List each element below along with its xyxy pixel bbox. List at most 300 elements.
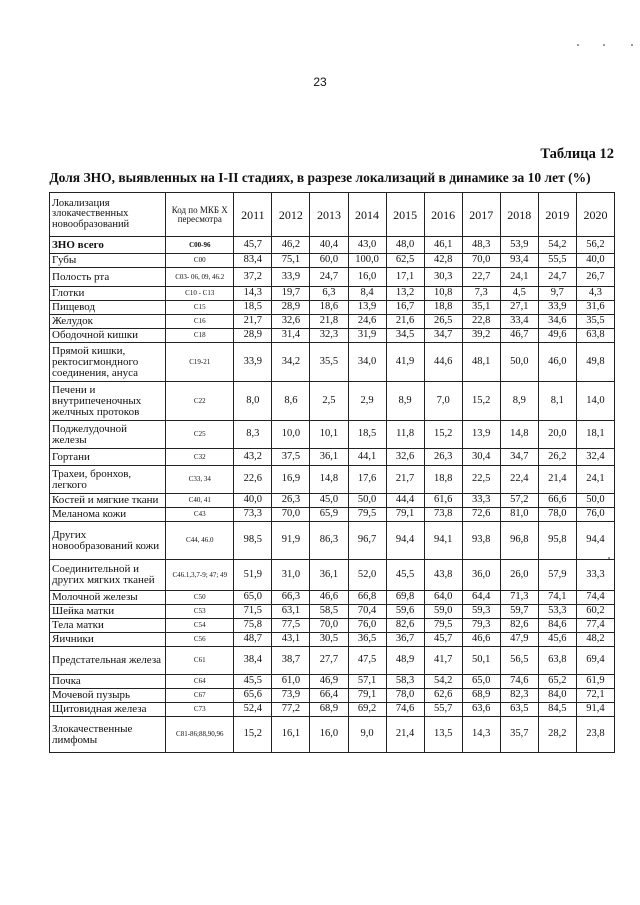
value-cell: 61,0 [272, 675, 310, 689]
table-row [50, 591, 615, 605]
value-cell: 8,9 [500, 382, 538, 421]
value-cell: 37,2 [234, 268, 272, 287]
value-cell: 38,7 [272, 647, 310, 675]
localization-cell: Тела матки [50, 619, 166, 633]
localization-cell: Шейка матки [50, 605, 166, 619]
value-cell: 42,8 [424, 254, 462, 268]
value-cell: 32,3 [310, 329, 348, 343]
value-cell: 40,4 [310, 237, 348, 254]
table-row [50, 343, 615, 382]
localization-cell: Меланома кожи [50, 508, 166, 522]
icd-code-cell: С15 [166, 301, 234, 315]
table-row [50, 689, 615, 703]
value-cell: 74,6 [386, 703, 424, 717]
value-cell: 24,7 [310, 268, 348, 287]
value-cell: 22,8 [462, 315, 500, 329]
header-year: 2015 [386, 193, 424, 237]
value-cell: 16,0 [348, 268, 386, 287]
value-cell: 63,8 [576, 329, 614, 343]
value-cell: 68,9 [462, 689, 500, 703]
value-cell: 65,9 [310, 508, 348, 522]
value-cell: 35,7 [500, 717, 538, 753]
value-cell: 46,0 [538, 343, 576, 382]
value-cell: 59,6 [386, 605, 424, 619]
icd-code-cell: С67 [166, 689, 234, 703]
value-cell: 26,2 [538, 449, 576, 466]
table-row [50, 647, 615, 675]
table-row [50, 315, 615, 329]
scan-speck [608, 557, 610, 559]
value-cell: 16,7 [386, 301, 424, 315]
header-year: 2017 [462, 193, 500, 237]
value-cell: 26,7 [576, 268, 614, 287]
value-cell: 21,8 [310, 315, 348, 329]
table-row [50, 703, 615, 717]
value-cell: 79,1 [348, 689, 386, 703]
value-cell: 70,0 [272, 508, 310, 522]
value-cell: 60,0 [310, 254, 348, 268]
icd-code-cell: С25 [166, 421, 234, 449]
table-row [50, 421, 615, 449]
value-cell: 58,5 [310, 605, 348, 619]
value-cell: 79,3 [462, 619, 500, 633]
value-cell: 74,6 [500, 675, 538, 689]
header-year: 2020 [576, 193, 614, 237]
localization-cell: Поджелудочной железы [50, 421, 166, 449]
value-cell: 48,7 [234, 633, 272, 647]
value-cell: 18,5 [234, 301, 272, 315]
value-cell: 23,8 [576, 717, 614, 753]
value-cell: 94,1 [424, 522, 462, 560]
value-cell: 14,3 [462, 717, 500, 753]
value-cell: 69,4 [576, 647, 614, 675]
value-cell: 45,6 [538, 633, 576, 647]
icd-code-cell: С18 [166, 329, 234, 343]
value-cell: 48,0 [386, 237, 424, 254]
value-cell: 68,9 [310, 703, 348, 717]
value-cell: 28,2 [538, 717, 576, 753]
value-cell: 35,5 [576, 315, 614, 329]
value-cell: 54,2 [424, 675, 462, 689]
value-cell: 47,5 [348, 647, 386, 675]
value-cell: 96,7 [348, 522, 386, 560]
value-cell: 72,1 [576, 689, 614, 703]
value-cell: 8,4 [348, 287, 386, 301]
value-cell: 86,3 [310, 522, 348, 560]
icd-code-cell: С50 [166, 591, 234, 605]
value-cell: 22,6 [234, 466, 272, 494]
localization-cell: Трахеи, бронхов, легкого [50, 466, 166, 494]
value-cell: 30,3 [424, 268, 462, 287]
table-row [50, 560, 615, 591]
scan-speck [603, 44, 605, 46]
value-cell: 71,3 [500, 591, 538, 605]
value-cell: 21,6 [386, 315, 424, 329]
value-cell: 18,1 [576, 421, 614, 449]
value-cell: 44,6 [424, 343, 462, 382]
value-cell: 46,2 [272, 237, 310, 254]
value-cell: 62,5 [386, 254, 424, 268]
value-cell: 46,1 [424, 237, 462, 254]
value-cell: 36,7 [386, 633, 424, 647]
value-cell: 8,0 [234, 382, 272, 421]
value-cell: 34,6 [538, 315, 576, 329]
icd-code-cell: С32 [166, 449, 234, 466]
value-cell: 70,0 [310, 619, 348, 633]
value-cell: 14,3 [234, 287, 272, 301]
value-cell: 36,1 [310, 449, 348, 466]
value-cell: 13,9 [348, 301, 386, 315]
value-cell: 11,8 [386, 421, 424, 449]
value-cell: 20,0 [538, 421, 576, 449]
value-cell: 22,7 [462, 268, 500, 287]
value-cell: 18,8 [424, 466, 462, 494]
value-cell: 36,5 [348, 633, 386, 647]
value-cell: 58,3 [386, 675, 424, 689]
value-cell: 49,6 [538, 329, 576, 343]
value-cell: 50,0 [576, 494, 614, 508]
value-cell: 2,9 [348, 382, 386, 421]
value-cell: 61,6 [424, 494, 462, 508]
icd-code-cell: С10 - С13 [166, 287, 234, 301]
value-cell: 81,0 [500, 508, 538, 522]
table-row [50, 254, 615, 268]
value-cell: 61,9 [576, 675, 614, 689]
icd-code-cell: С44, 46.0 [166, 522, 234, 560]
value-cell: 27,7 [310, 647, 348, 675]
value-cell: 82,3 [500, 689, 538, 703]
table-row [50, 494, 615, 508]
icd-code-cell: С56 [166, 633, 234, 647]
value-cell: 34,7 [500, 449, 538, 466]
value-cell: 66,4 [310, 689, 348, 703]
localization-cell: Пищевод [50, 301, 166, 315]
value-cell: 91,9 [272, 522, 310, 560]
icd-code-cell: С61 [166, 647, 234, 675]
value-cell: 79,1 [386, 508, 424, 522]
header-year: 2018 [500, 193, 538, 237]
localization-cell: Прямой кишки, ректосигмондного соединения, ануса [50, 343, 166, 382]
value-cell: 57,9 [538, 560, 576, 591]
table-row [50, 717, 615, 753]
value-cell: 77,4 [576, 619, 614, 633]
table-row [50, 287, 615, 301]
value-cell: 77,5 [272, 619, 310, 633]
icd-code-cell: С03- 06, 09, 46.2 [166, 268, 234, 287]
value-cell: 15,2 [424, 421, 462, 449]
value-cell: 31,6 [576, 301, 614, 315]
localization-cell: Яичники [50, 633, 166, 647]
value-cell: 31,4 [272, 329, 310, 343]
value-cell: 34,0 [348, 343, 386, 382]
data-table [49, 192, 615, 753]
value-cell: 60,2 [576, 605, 614, 619]
value-cell: 31,0 [272, 560, 310, 591]
value-cell: 65,6 [234, 689, 272, 703]
table-row [50, 329, 615, 343]
value-cell: 79,5 [424, 619, 462, 633]
value-cell: 34,5 [386, 329, 424, 343]
value-cell: 91,4 [576, 703, 614, 717]
value-cell: 45,7 [424, 633, 462, 647]
value-cell: 24,1 [576, 466, 614, 494]
table-row [50, 301, 615, 315]
value-cell: 55,7 [424, 703, 462, 717]
value-cell: 43,0 [348, 237, 386, 254]
table-header-row [50, 193, 615, 237]
value-cell: 76,0 [348, 619, 386, 633]
value-cell: 32,4 [576, 449, 614, 466]
value-cell: 48,3 [462, 237, 500, 254]
value-cell: 48,2 [576, 633, 614, 647]
value-cell: 71,5 [234, 605, 272, 619]
value-cell: 8,3 [234, 421, 272, 449]
value-cell: 74,1 [538, 591, 576, 605]
value-cell: 43,8 [424, 560, 462, 591]
value-cell: 41,9 [386, 343, 424, 382]
localization-cell: Костей и мягкие ткани [50, 494, 166, 508]
value-cell: 43,2 [234, 449, 272, 466]
value-cell: 65,0 [462, 675, 500, 689]
value-cell: 35,5 [310, 343, 348, 382]
table-row [50, 382, 615, 421]
value-cell: 53,9 [500, 237, 538, 254]
value-cell: 59,7 [500, 605, 538, 619]
value-cell: 76,0 [576, 508, 614, 522]
value-cell: 73,8 [424, 508, 462, 522]
value-cell: 39,2 [462, 329, 500, 343]
value-cell: 21,4 [386, 717, 424, 753]
icd-code-cell: С43 [166, 508, 234, 522]
header-year: 2013 [310, 193, 348, 237]
value-cell: 24,1 [500, 268, 538, 287]
value-cell: 95,8 [538, 522, 576, 560]
value-cell: 96,8 [500, 522, 538, 560]
value-cell: 26,5 [424, 315, 462, 329]
value-cell: 46,9 [310, 675, 348, 689]
value-cell: 52,0 [348, 560, 386, 591]
value-cell: 43,1 [272, 633, 310, 647]
value-cell: 73,3 [234, 508, 272, 522]
value-cell: 53,3 [538, 605, 576, 619]
value-cell: 31,9 [348, 329, 386, 343]
value-cell: 78,0 [386, 689, 424, 703]
icd-code-cell: С22 [166, 382, 234, 421]
value-cell: 30,5 [310, 633, 348, 647]
value-cell: 64,4 [462, 591, 500, 605]
value-cell: 50,0 [348, 494, 386, 508]
icd-code-cell: С40, 41 [166, 494, 234, 508]
value-cell: 52,4 [234, 703, 272, 717]
value-cell: 37,5 [272, 449, 310, 466]
table-row [50, 268, 615, 287]
localization-cell: ЗНО всего [50, 237, 166, 254]
icd-code-cell: С73 [166, 703, 234, 717]
localization-cell: Предстательная железа [50, 647, 166, 675]
value-cell: 44,4 [386, 494, 424, 508]
header-year: 2014 [348, 193, 386, 237]
value-cell: 33,4 [500, 315, 538, 329]
value-cell: 79,5 [348, 508, 386, 522]
value-cell: 63,8 [538, 647, 576, 675]
value-cell: 50,0 [500, 343, 538, 382]
value-cell: 15,2 [234, 717, 272, 753]
value-cell: 40,0 [234, 494, 272, 508]
value-cell: 9,7 [538, 287, 576, 301]
value-cell: 55,5 [538, 254, 576, 268]
icd-code-cell: С00 [166, 254, 234, 268]
table-row [50, 633, 615, 647]
value-cell: 84,5 [538, 703, 576, 717]
value-cell: 73,9 [272, 689, 310, 703]
value-cell: 18,5 [348, 421, 386, 449]
icd-code-cell: С00-96 [166, 237, 234, 254]
value-cell: 32,6 [386, 449, 424, 466]
value-cell: 54,2 [538, 237, 576, 254]
scan-speck [577, 44, 579, 46]
table-title: Доля ЗНО, выявленных на I-II стадиях, в разрезе локализаций в динамике за 10 лет (%) [49, 170, 591, 185]
value-cell: 17,6 [348, 466, 386, 494]
value-cell: 14,8 [310, 466, 348, 494]
table-row [50, 605, 615, 619]
value-cell: 13,5 [424, 717, 462, 753]
value-cell: 77,2 [272, 703, 310, 717]
value-cell: 63,5 [500, 703, 538, 717]
value-cell: 21,7 [234, 315, 272, 329]
value-cell: 63,1 [272, 605, 310, 619]
icd-code-cell: С33, 34 [166, 466, 234, 494]
value-cell: 22,5 [462, 466, 500, 494]
value-cell: 8,9 [386, 382, 424, 421]
icd-code-cell: С46.1,3,7-9; 47; 49 [166, 560, 234, 591]
value-cell: 46,6 [462, 633, 500, 647]
value-cell: 84,0 [538, 689, 576, 703]
value-cell: 70,0 [462, 254, 500, 268]
value-cell: 66,6 [538, 494, 576, 508]
value-cell: 26,3 [424, 449, 462, 466]
value-cell: 7,0 [424, 382, 462, 421]
value-cell: 100,0 [348, 254, 386, 268]
value-cell: 32,6 [272, 315, 310, 329]
table-row [50, 449, 615, 466]
value-cell: 57,1 [348, 675, 386, 689]
localization-cell: Соединительной и других мягких тканей [50, 560, 166, 591]
value-cell: 7,3 [462, 287, 500, 301]
value-cell: 46,7 [500, 329, 538, 343]
value-cell: 94,4 [576, 522, 614, 560]
value-cell: 17,1 [386, 268, 424, 287]
value-cell: 16,0 [310, 717, 348, 753]
value-cell: 34,2 [272, 343, 310, 382]
value-cell: 30,4 [462, 449, 500, 466]
value-cell: 6,3 [310, 287, 348, 301]
value-cell: 36,0 [462, 560, 500, 591]
localization-cell: Печени и внутрипеченочных желчных протоков [50, 382, 166, 421]
value-cell: 84,6 [538, 619, 576, 633]
localization-cell: Губы [50, 254, 166, 268]
value-cell: 72,6 [462, 508, 500, 522]
value-cell: 69,2 [348, 703, 386, 717]
value-cell: 26,0 [500, 560, 538, 591]
table-row [50, 237, 615, 254]
value-cell: 45,5 [386, 560, 424, 591]
value-cell: 57,2 [500, 494, 538, 508]
localization-cell: Мочевой пузырь [50, 689, 166, 703]
value-cell: 16,1 [272, 717, 310, 753]
value-cell: 65,0 [234, 591, 272, 605]
value-cell: 66,8 [348, 591, 386, 605]
value-cell: 4,3 [576, 287, 614, 301]
header-year: 2011 [234, 193, 272, 237]
value-cell: 41,7 [424, 647, 462, 675]
value-cell: 33,3 [576, 560, 614, 591]
value-cell: 66,3 [272, 591, 310, 605]
value-cell: 62,6 [424, 689, 462, 703]
value-cell: 10,0 [272, 421, 310, 449]
value-cell: 14,8 [500, 421, 538, 449]
localization-cell: Полость рта [50, 268, 166, 287]
localization-cell: Гортани [50, 449, 166, 466]
value-cell: 98,5 [234, 522, 272, 560]
value-cell: 24,6 [348, 315, 386, 329]
value-cell: 33,9 [538, 301, 576, 315]
value-cell: 65,2 [538, 675, 576, 689]
value-cell: 70,4 [348, 605, 386, 619]
value-cell: 75,8 [234, 619, 272, 633]
localization-cell: Ободочной кишки [50, 329, 166, 343]
value-cell: 2,5 [310, 382, 348, 421]
value-cell: 9,0 [348, 717, 386, 753]
value-cell: 49,8 [576, 343, 614, 382]
value-cell: 33,9 [272, 268, 310, 287]
icd-code-cell: С54 [166, 619, 234, 633]
value-cell: 47,9 [500, 633, 538, 647]
value-cell: 83,4 [234, 254, 272, 268]
value-cell: 19,7 [272, 287, 310, 301]
icd-code-cell: С53 [166, 605, 234, 619]
table-row [50, 466, 615, 494]
value-cell: 18,8 [424, 301, 462, 315]
value-cell: 28,9 [272, 301, 310, 315]
value-cell: 46,6 [310, 591, 348, 605]
value-cell: 38,4 [234, 647, 272, 675]
value-cell: 40,0 [576, 254, 614, 268]
localization-cell: Глотки [50, 287, 166, 301]
value-cell: 18,6 [310, 301, 348, 315]
value-cell: 64,0 [424, 591, 462, 605]
value-cell: 10,8 [424, 287, 462, 301]
value-cell: 21,7 [386, 466, 424, 494]
value-cell: 93,4 [500, 254, 538, 268]
header-year: 2016 [424, 193, 462, 237]
value-cell: 34,7 [424, 329, 462, 343]
value-cell: 48,9 [386, 647, 424, 675]
scan-speck [631, 44, 633, 46]
value-cell: 51,9 [234, 560, 272, 591]
value-cell: 82,6 [386, 619, 424, 633]
table-row [50, 619, 615, 633]
value-cell: 78,0 [538, 508, 576, 522]
value-cell: 93,8 [462, 522, 500, 560]
localization-cell: Желудок [50, 315, 166, 329]
value-cell: 13,9 [462, 421, 500, 449]
value-cell: 27,1 [500, 301, 538, 315]
value-cell: 45,0 [310, 494, 348, 508]
value-cell: 13,2 [386, 287, 424, 301]
value-cell: 56,5 [500, 647, 538, 675]
table-row [50, 675, 615, 689]
value-cell: 35,1 [462, 301, 500, 315]
